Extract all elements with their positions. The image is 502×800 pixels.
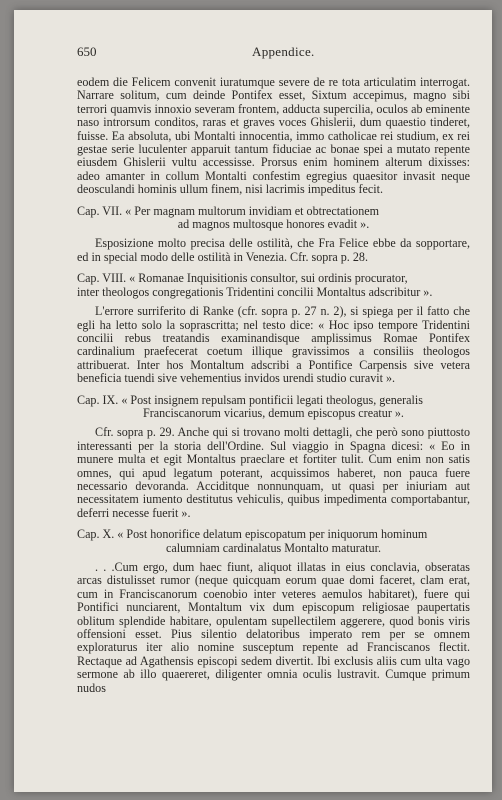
chapter-heading-line: Cap. IX. « Post insignem repulsam pontificii legati theologus, generalis	[77, 392, 423, 407]
paragraph: Cfr. sopra p. 29. Anche qui si trovano molti dettagli, che però sono piuttosto interessanti per la storia dell'Ordine. Sul viaggio in Spagna dicesi: « Eo in munere multa et egit Montaltus praeclare et fortiter tulit. Cum enim non satis omnes, qui apud legatum poterant, acquissimos haberet, non pauca fuere necessario devoranda. Acciditque nonnunquam, ut quasi per iniuriam aut necessitatem iumento destitutus vehiculis, quibus impedimenta comportabantur, deferri necesse fuerit ».	[77, 425, 470, 520]
chapter-heading-line: Cap. X. « Post honorifice delatum episcopatum per iniquorum hominum	[77, 527, 428, 542]
book-page	[14, 10, 492, 792]
chapter-heading-line: Franciscanorum vicarius, demum episcopus creatur ».	[143, 405, 404, 420]
body-text	[77, 76, 470, 695]
chapter-heading	[77, 205, 470, 232]
chapter-heading-line: ad magnos multosque honores evadit ».	[177, 217, 370, 232]
paragraph: Esposizione molto precisa delle ostilità, che Fra Felice ebbe da sopportare, ed in special modo delle ostilità in Venezia. Cfr. sopra p. 28.	[77, 236, 470, 264]
chapter-heading-line: Cap. VII. « Per magnam multorum invidiam et obtrectationem	[77, 203, 380, 218]
running-title: Appendice.	[252, 44, 315, 59]
paragraph: L'errore surriferito di Ranke (cfr. sopra p. 27 n. 2), si spiega per il fatto che egli ha letto solo la soprascritta; nel testo dice: « Hoc ipso tempore Tridentini concilii rebus treatandis examinandisque amplissimus Romae Pontifex cardinalium praefecerat coetum illique gravissimos a consiliis theologos attribuerat. Inter hos Montaltum adscribi a Pontifice Carpensis sive vetera beneficia tuendi sive vehementius invidos urendi studio curavit ».	[77, 304, 470, 386]
paragraph: . . .Cum ergo, dum haec fiunt, aliquot illatas in eius conclavia, obseratas arcas distulisset rumor (neque quicquam eorum quae domi faceret, clam erat, cum in Franciscanorum coenobio inter veteres aemulos habitaret), fuere qui Pontifici nunciarent, Montaltum vix dum episcopum religiosae paupertatis oblitum splendide habitare, opulentam supellectilem aggerere, quod bonis viris offensioni esset. Pius silentio delatoribus imperato rem per se omnem exploraturus iter alio nomine susceptum repente ad Franciscanos flectit. Rectaque ad Agathensis episcopi sedem divertit. Ibi exclusis aliis cum ulta vago sermone ab illo quaereret, diligenter omnia oculis lustravit. Cumque primum nudos	[77, 560, 470, 695]
page-content	[77, 44, 470, 695]
chapter-heading-line: Cap. VIII. « Romanae Inquisitionis consultor, sui ordinis procurator,	[77, 271, 408, 286]
chapter-heading	[77, 394, 470, 421]
paragraph: eodem die Felicem convenit iuratumque severe de re tota articulatim interrogat. Narrare solitum, cum deinde Pontifex esset, Sixtum accepimus, magno sibi terrori quamvis innoxio severam frontem, adducta supercilia, oculos ab eminente naso introrsum conditos, raras et graves voces Ghislerii, dum quaestio tinderet, fuisse. Ea absoluta, ubi Montalti innocentia, immo catholicae rei studium, ex rei gestae serie luculenter apparuit tantum fiduciae ac bonae spei a mutato repente eiusdem Ghislerii vultu accessisse. Prorsus enim hominem alterum dixisses: adeo amanter in collum Montalti confestim egregius quaesitor invasit neque deosculandi hominis ullum finem, nisi lacrimis impeditus fecit.	[77, 75, 470, 197]
chapter-heading-line: calumniam cardinalatus Montalto maturatur.	[166, 540, 381, 555]
chapter-heading	[77, 272, 470, 299]
page-header	[77, 44, 470, 62]
chapter-heading	[77, 528, 470, 555]
page-number: 650	[77, 44, 97, 59]
chapter-heading-line: inter theologos congregationis Tridentini concilii Montaltus adscribitur ».	[77, 284, 433, 299]
